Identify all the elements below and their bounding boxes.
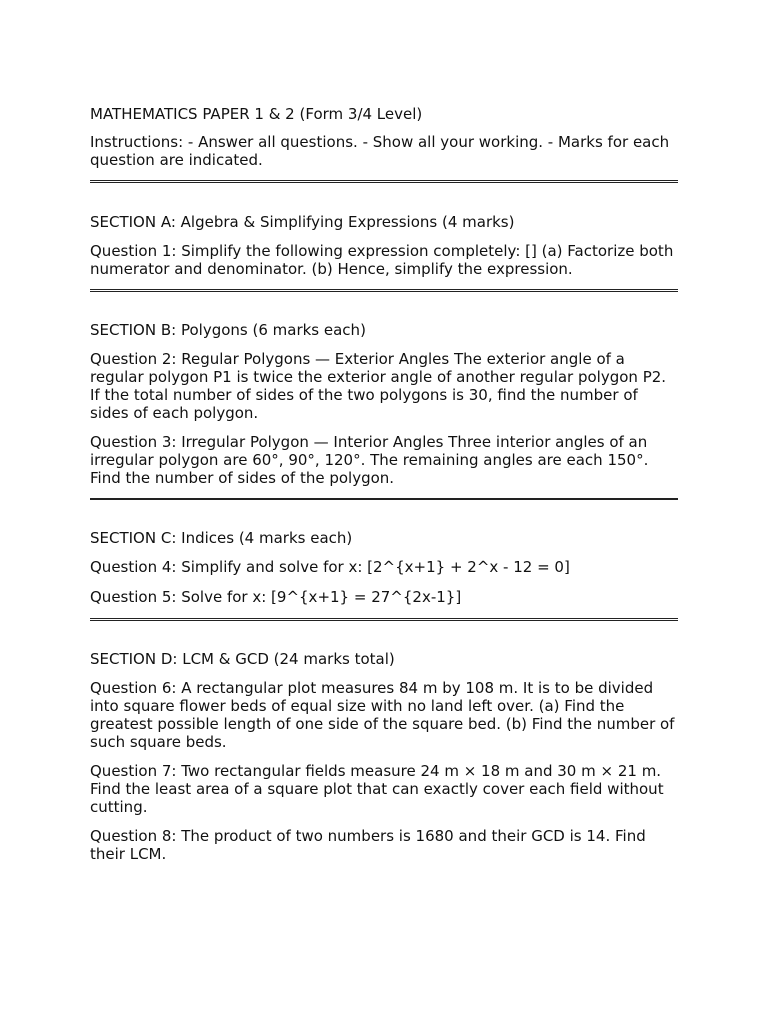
section-c: [90, 529, 678, 606]
section-d: [90, 650, 678, 863]
question-4: Question 4: Simplify and solve for x: [2^{x+1} + 2^x - 12 = 0]: [90, 558, 570, 576]
question-2: Question 2: Regular Polygons — Exterior Angles The exterior angle of a regular polygon P1 is twice the exterior angle of another regular polygon P2. If the total number of sides of the two polygons is 30, find the number of sides of each polygon.: [90, 350, 667, 422]
question-7: Question 7: Two rectangular fields measure 24 m × 18 m and 30 m × 21 m. Find the least area of a square plot that can exactly cover each field without cutting.: [90, 762, 664, 816]
instructions-text: Instructions: - Answer all questions. - Show all your working. - Marks for each question are indicated.: [90, 133, 670, 169]
section-c-heading: SECTION C: Indices (4 marks each): [90, 529, 353, 547]
section-a-heading: SECTION A: Algebra & Simplifying Expressions (4 marks): [90, 213, 515, 231]
section-divider: [90, 618, 678, 621]
question-6: Question 6: A rectangular plot measures 84 m by 108 m. It is to be divided into square flower beds of equal size with no land left over. (a) Find the greatest possible length of one side of the square bed. (b) Find the number of such square beds.: [90, 679, 675, 751]
question-1: Question 1: Simplify the following expression completely: [] (a) Factorize both numerator and denominator. (b) Hence, simplify the expression.: [90, 242, 674, 278]
section-b-heading: SECTION B: Polygons (6 marks each): [90, 321, 366, 339]
section-b: [90, 321, 678, 487]
question-5: Question 5: Solve for x: [9^{x+1} = 27^{2x-1}]: [90, 588, 462, 606]
question-8: Question 8: The product of two numbers is 1680 and their GCD is 14. Find their LCM.: [90, 827, 646, 863]
paper-title: MATHEMATICS PAPER 1 & 2 (Form 3/4 Level): [90, 105, 423, 123]
section-divider: [90, 289, 678, 292]
section-divider: [90, 498, 678, 500]
question-3: Question 3: Irregular Polygon — Interior Angles Three interior angles of an irregular polygon are 60°, 90°, 120°. The remaining angles are each 150°. Find the number of sides of the polygon.: [90, 433, 649, 487]
exam-paper: [90, 105, 678, 874]
section-divider: [90, 180, 678, 183]
section-d-heading: SECTION D: LCM & GCD (24 marks total): [90, 650, 395, 668]
section-a: [90, 213, 678, 278]
